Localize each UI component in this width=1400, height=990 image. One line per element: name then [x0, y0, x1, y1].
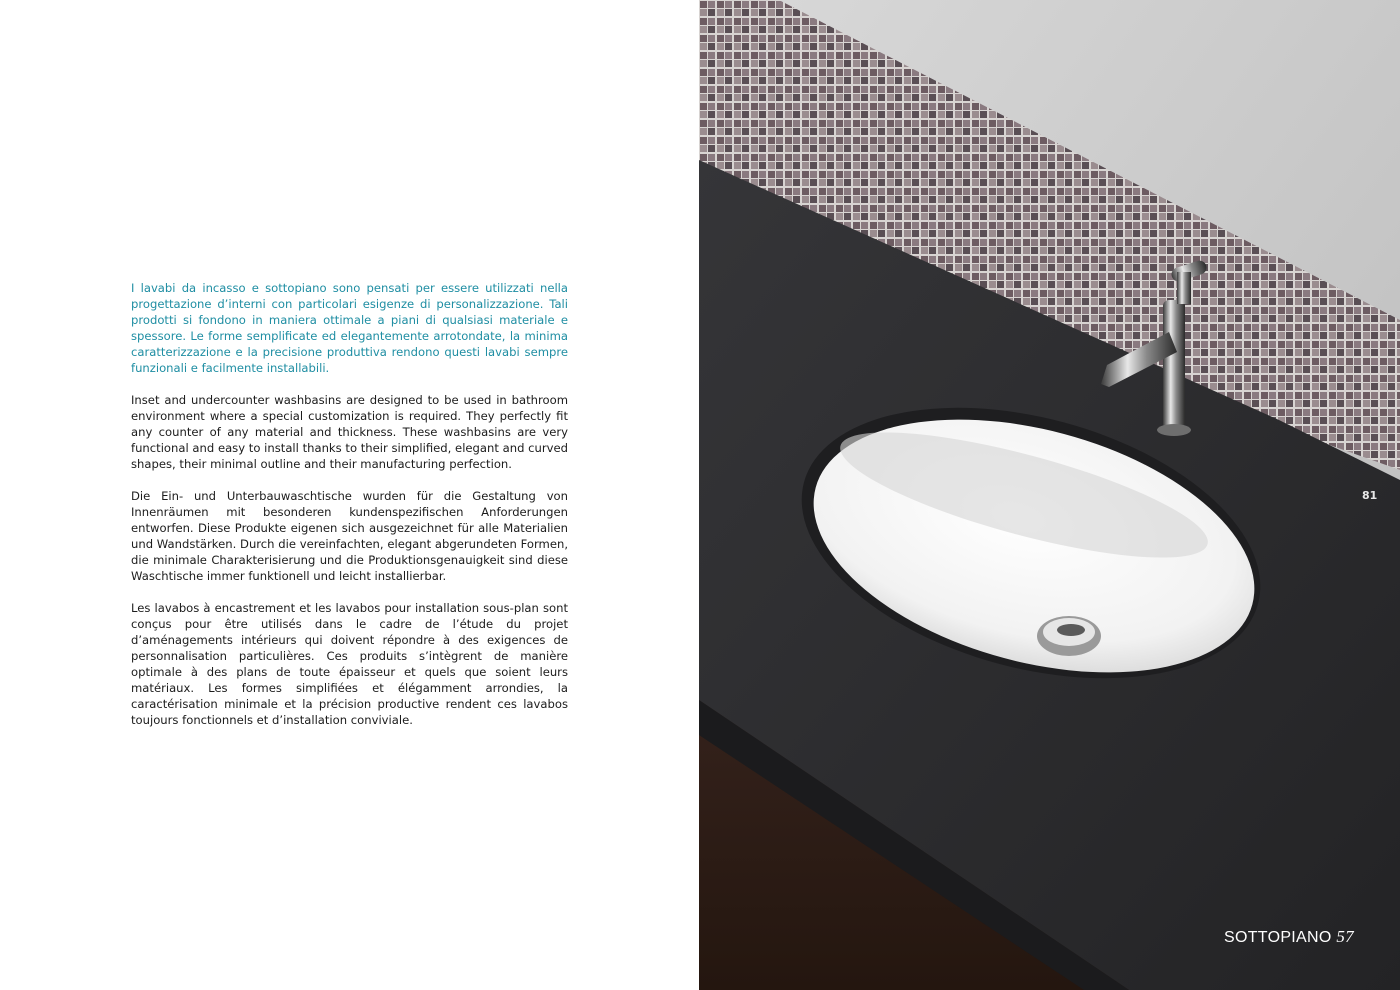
left-page	[0, 0, 699, 990]
description-english: Inset and undercounter washbasins are designed to be used in bathroom environment where a special customization is required. They perfectly fit any counter of any material and thickness. These washbasins are very functional and easy to install thanks to their simplified, elegant and curved shapes, their minimal outline and their manufacturing perfection.	[131, 393, 568, 471]
caption-number: 57	[1336, 927, 1354, 946]
description-text	[131, 280, 568, 744]
product-photo	[699, 0, 1400, 990]
section-caption	[1224, 927, 1354, 947]
description-german: Die Ein- und Unterbauwaschtische wurden für die Gestaltung von Innenräumen mit besonderen kundenspezifischen Anforderungen entworfen. Diese Produkte eigenen sich ausgezeichnet für alle Materialien und Wandstärken. Durch die vereinfachten, elegant abgerundeten Formen, die minimale Charakterisierung und die Produktionsgenauigkeit sind diese Waschtische immer funktionell und leicht installierbar.	[131, 489, 568, 583]
description-french: Les lavabos à encastrement et les lavabos pour installation sous-plan sont conçus pour être utilisés dans le cadre de l’étude du projet d’aménagements intérieurs qui doivent répondre à des exigences de personnalisation particulières. Ces produits s’intègrent de manière optimale à des plans de toute épaisseur et quels que soient leurs matériaux. Les formes simplifiées et élégamment arrondies, la caractérisation minimale et la précision productive rendent ces lavabos toujours fonctionnels et d’installation conviviale.	[131, 601, 568, 727]
description-italian: I lavabi da incasso e sottopiano sono pensati per essere utilizzati nella progettazione d’interni con particolari esigenze di personalizzazione. Tali prodotti si fondono in maniera ottimale a piani di qualsiasi materiale e spessore. Le forme semplificate ed elegantemente arrotondate, la minima caratterizzazione e la precisione produttiva rendono questi lavabi sempre funzionali e facilmente installabili.	[131, 281, 568, 375]
caption-label: SOTTOPIANO	[1224, 929, 1332, 946]
page-number: 81	[1362, 489, 1378, 502]
